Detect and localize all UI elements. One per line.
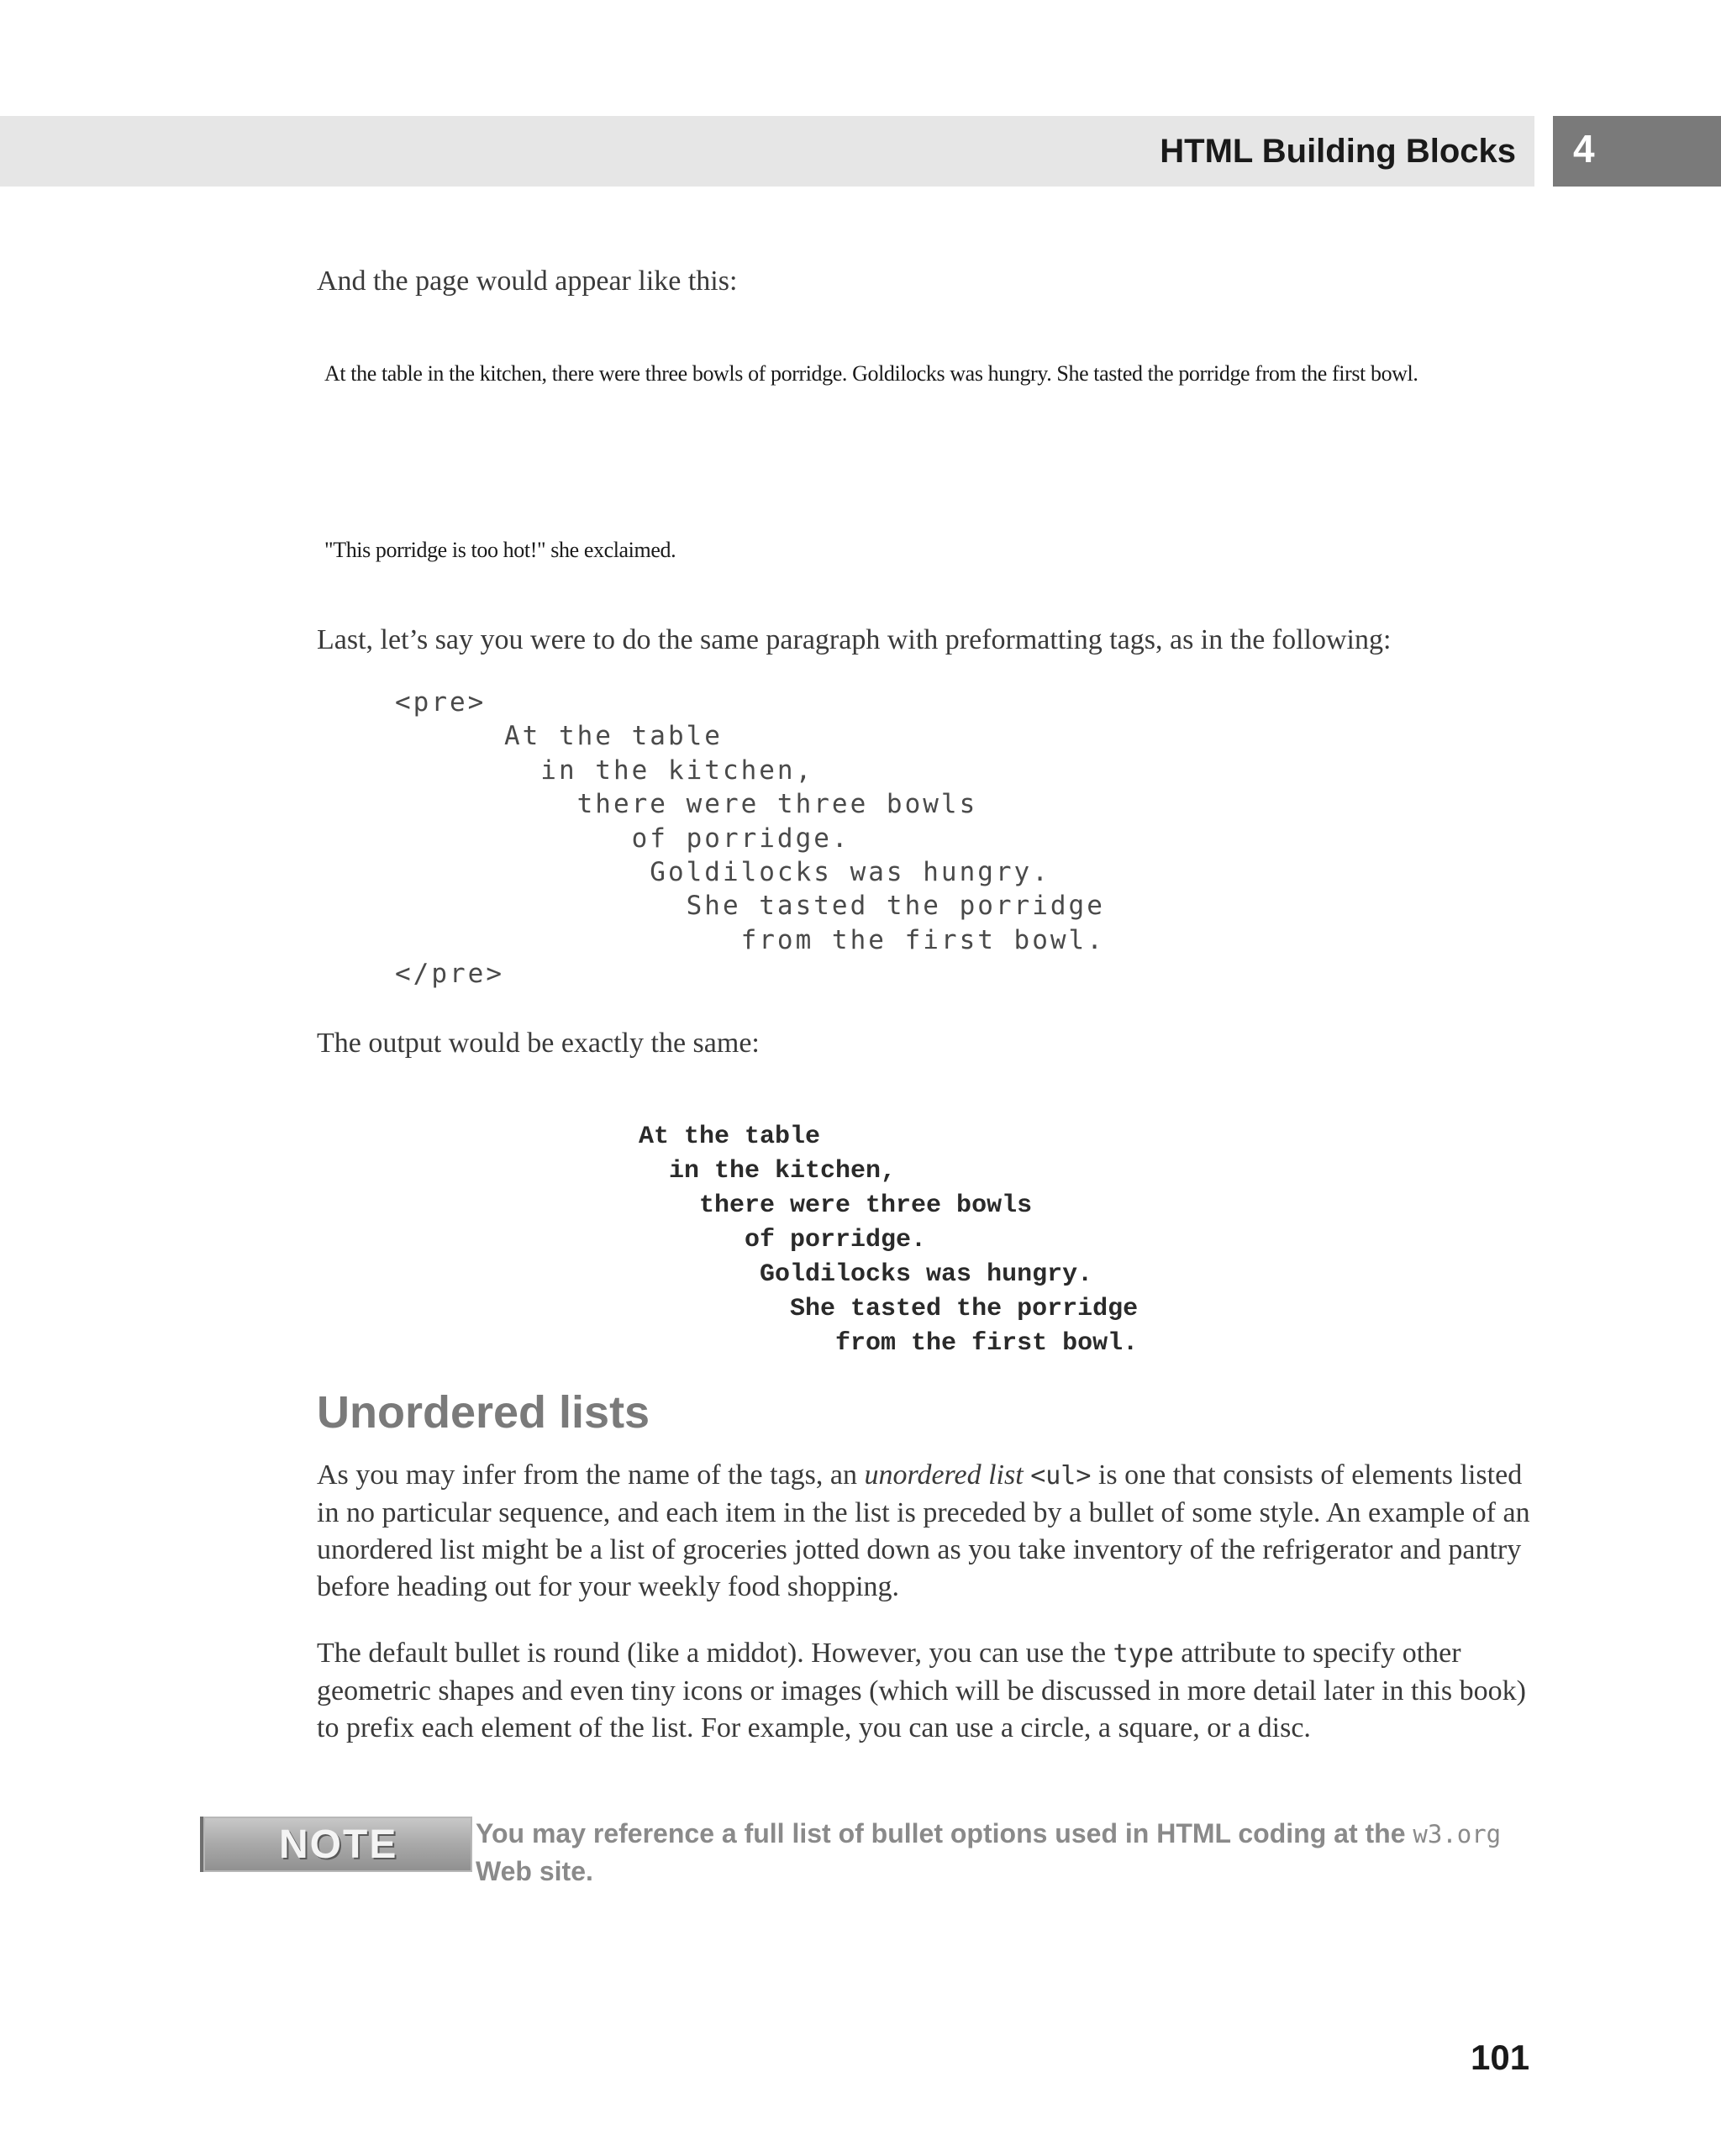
browser-output-preformatted: At the table in the kitchen, there were three bowls of porridge. Goldilocks was hungry. She tasted the porridge from the first bowl. xyxy=(639,1123,1139,1358)
paragraph-bullet-types xyxy=(317,1635,1535,1747)
para1-code: <ul> xyxy=(1030,1461,1092,1491)
para2-text-before: The default bullet is round (like a middot). However, you can use the xyxy=(317,1638,1113,1669)
note-code: w3.org xyxy=(1413,1820,1502,1848)
note-text-after: Web site. xyxy=(476,1856,593,1886)
running-header-title: HTML Building Blocks xyxy=(1160,133,1516,170)
section-heading: Unordered lists xyxy=(317,1387,650,1438)
intro-paragraph: And the page would appear like this: xyxy=(317,266,738,297)
para1-term: unordered list xyxy=(864,1459,1024,1491)
paragraph-unordered-list-definition xyxy=(317,1457,1535,1606)
browser-output-line-1: At the table in the kitchen, there were three bowls of porridge. Goldilocks was hungry. She tasted the porridge from the first bowl. xyxy=(324,361,1418,386)
chapter-number: 4 xyxy=(1573,127,1595,171)
note-text-before: You may reference a full list of bullet options used in HTML coding at the xyxy=(476,1818,1413,1848)
output-intro-paragraph: The output would be exactly the same: xyxy=(317,1028,760,1059)
para1-text-before: As you may infer from the name of the tags, an xyxy=(317,1459,865,1491)
page-number: 101 xyxy=(1471,2038,1530,2077)
note-badge xyxy=(200,1817,472,1872)
browser-output-line-2: "This porridge is too hot!" she exclaimed. xyxy=(324,538,676,562)
para2-code: type xyxy=(1113,1639,1174,1669)
code-listing: <pre> At the table in the kitchen, there were three bowls of porridge. Goldilocks was hungry. She tasted the porridge from the first bowl. </pre> xyxy=(395,687,1105,990)
pre-intro-paragraph: Last, let’s say you were to do the same paragraph with preformatting tags, as in the following: xyxy=(317,624,1392,655)
para1-text-after: is one that consists of elements listed in no particular sequence, and each item in the list is preceded by a bullet of some style. An example of an unordered list might be a list of groceries jotted down as you take inventory of the refrigerator and pantry before heading out for your weekly food shopping. xyxy=(317,1459,1530,1602)
note-badge-label: NOTE xyxy=(279,1822,398,1867)
note-text xyxy=(476,1815,1534,1890)
para2-text-after: attribute to specify other geometric shapes and even tiny icons or images (which will be discussed in more detail later in this book) to prefix each element of the list. For example, you can use a circle, a square, or a disc. xyxy=(317,1638,1526,1743)
